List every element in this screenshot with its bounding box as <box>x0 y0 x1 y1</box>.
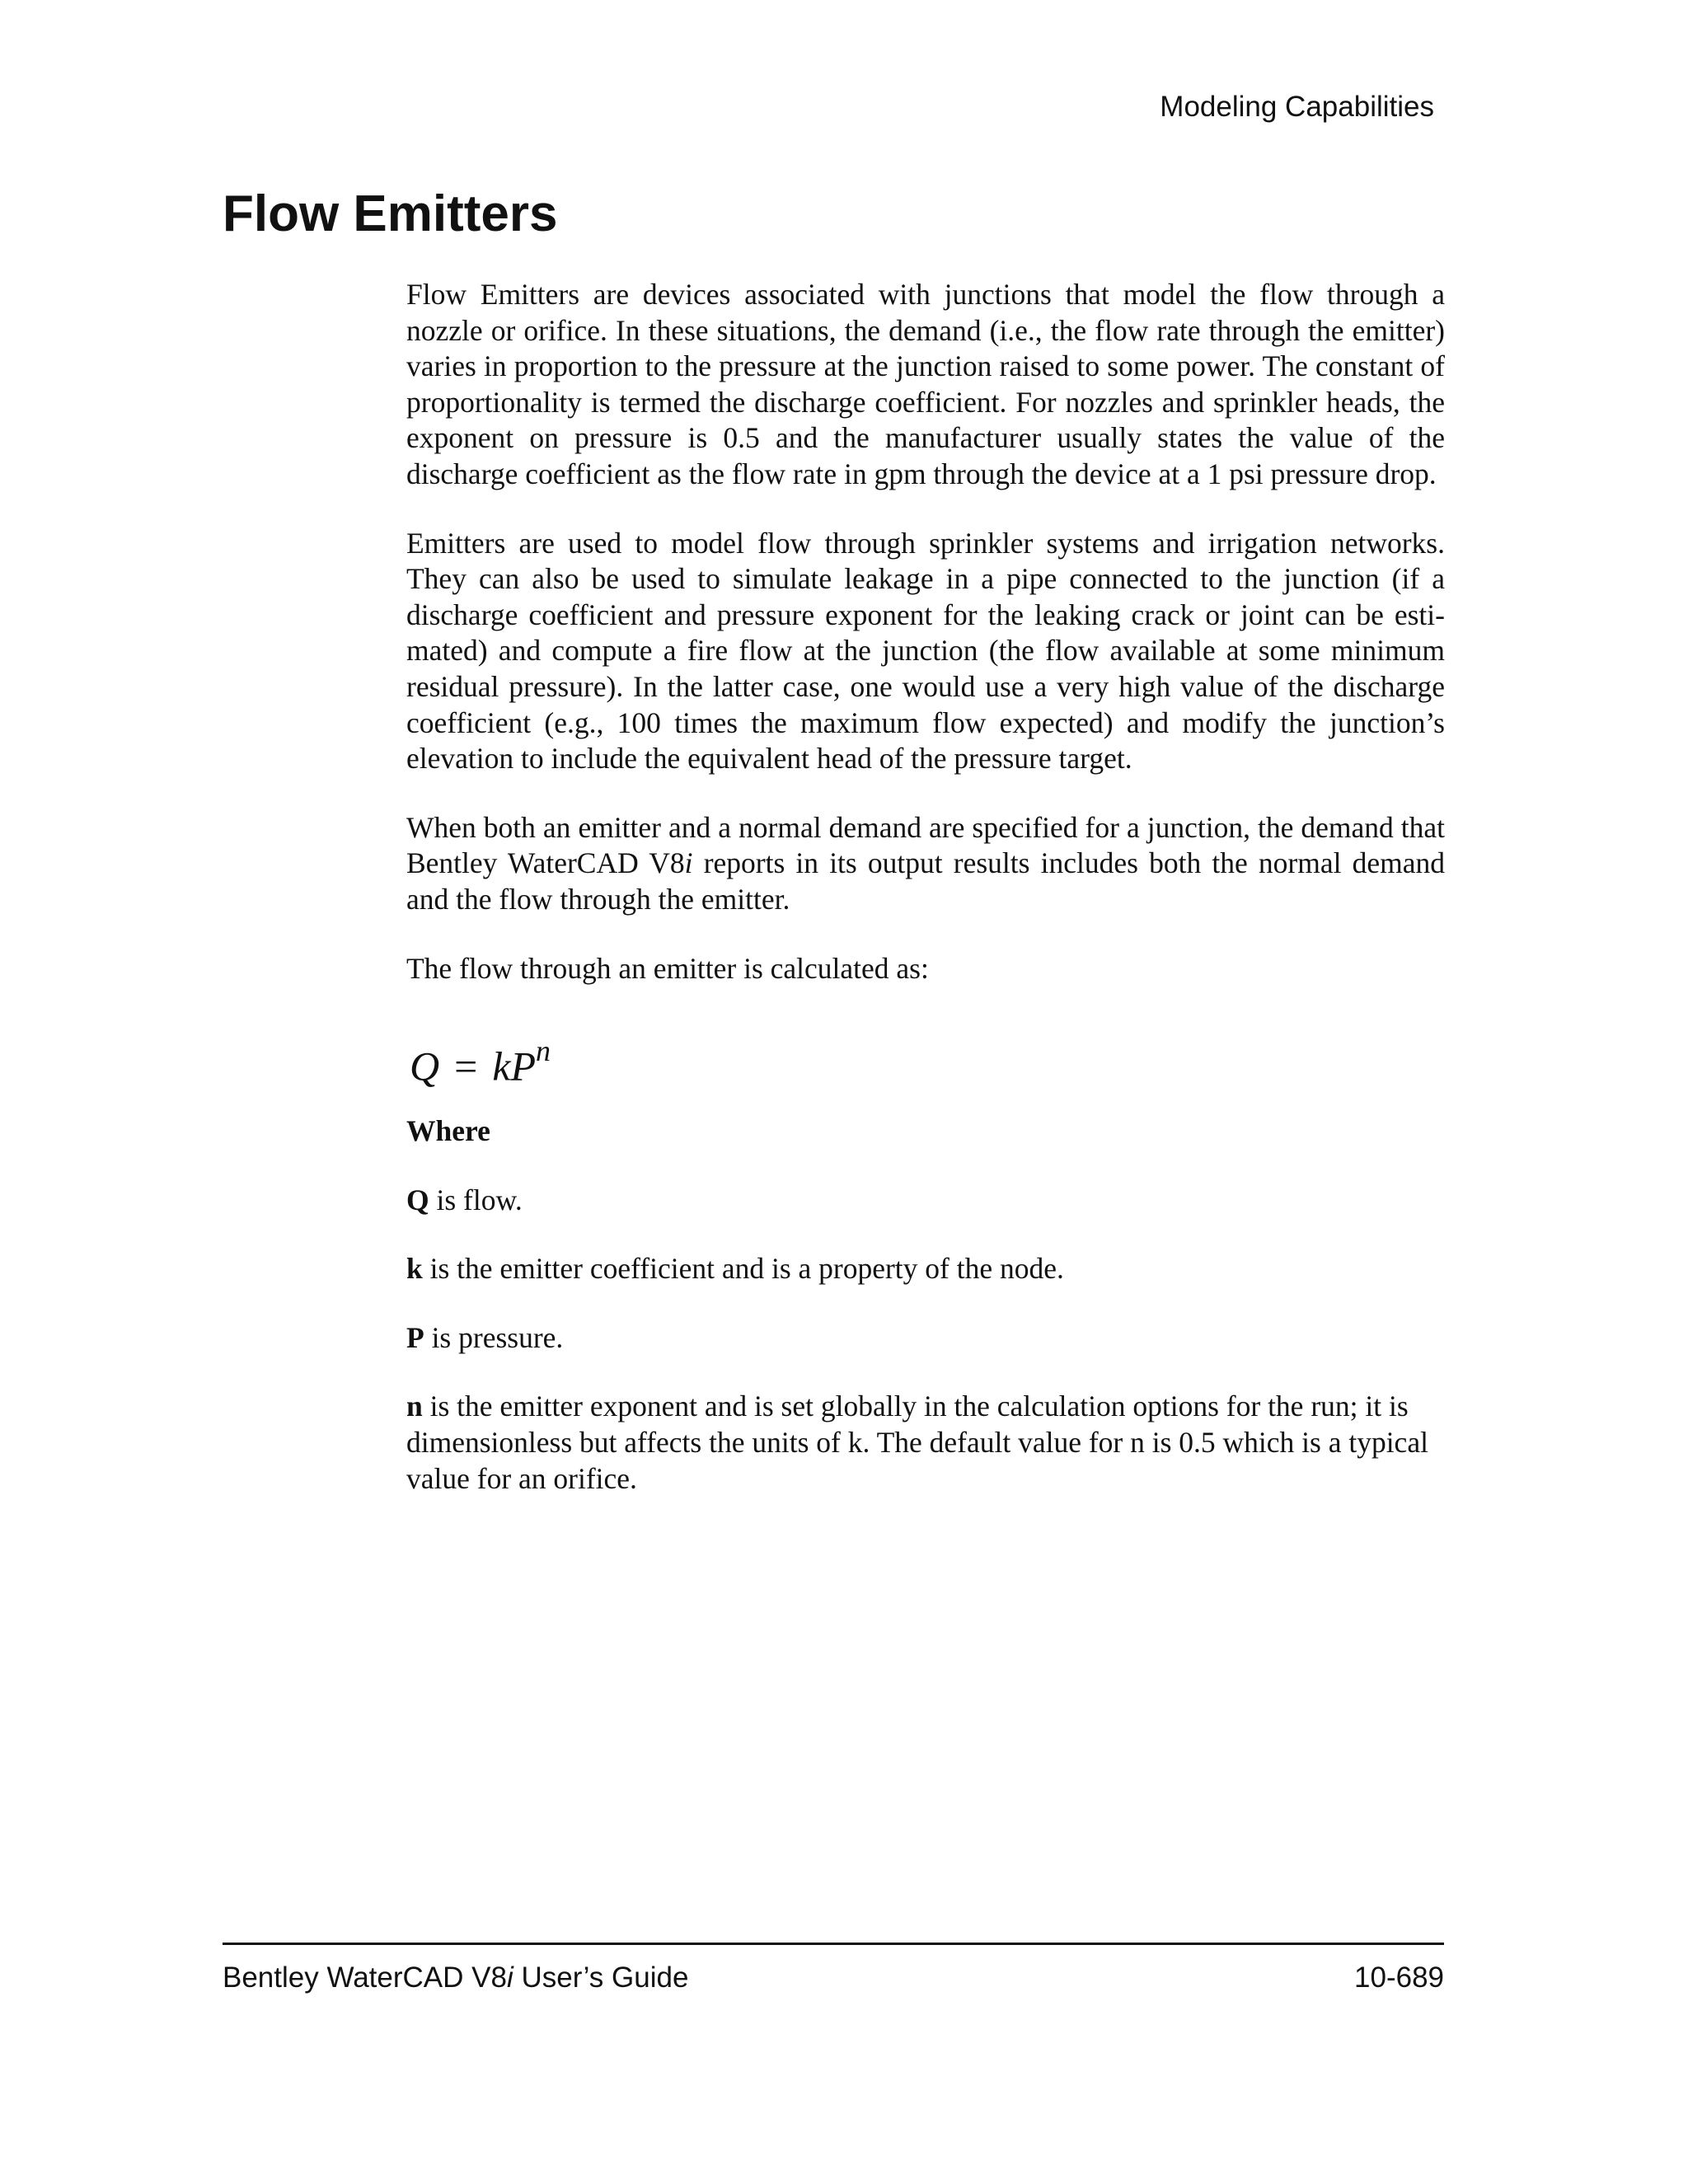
equation-exponent: n <box>536 1034 551 1068</box>
paragraph-emitter-demand-text-end: reports in its output results includes both the normal demand and the flow through the emitter. <box>406 846 1445 916</box>
footer-version-italic: i <box>506 1961 513 1994</box>
flow-equation <box>410 1031 1445 1090</box>
where-label: Where <box>406 1114 490 1148</box>
term-symbol: k <box>406 1252 423 1286</box>
equation-lhs: Q <box>410 1043 440 1090</box>
section-title: Flow Emitters <box>223 185 558 242</box>
definition-q <box>406 1183 1445 1219</box>
term-definition: is pressure. <box>424 1320 564 1354</box>
paragraph-emitter-demand-text: When both an emitter and a normal demand are specified for a junction, the demand that Bentley WaterCAD V8 <box>406 810 1445 880</box>
term-definition: is the emitter exponent and is set globally in the calculation options for the run; it is dimensionless but affects the units of k. The default value for n is 0.5 which is a typical value for an orifice. <box>406 1390 1428 1495</box>
term-definition: is the emitter coefficient and is a property of the node. <box>422 1252 1064 1286</box>
paragraph-calculation-intro: The flow through an emitter is calculated as: <box>406 951 929 985</box>
footer-guide-title-text: Bentley WaterCAD V8 <box>223 1961 507 1994</box>
footer-guide-title-suffix: User’s Guide <box>513 1961 689 1994</box>
term-symbol: Q <box>406 1183 429 1216</box>
paragraph-emitter-uses: Emitters are used to model flow through sprinkler systems and irrigation networks. They can also be used to simulate leakage in a pipe connected to the junction (if a discharge coefficient and pressure exponent for the leaking crack or joint can be estimated) and compute a fire flow at the junction (the flow available at some minimum residual pressure). In the latter case, one would use a very high value of the discharge coefficient (e.g., 100 times the maximum flow expected) and modify the junction’s elevation to include the equivalent head of the pressure target. <box>406 526 1445 776</box>
product-version-italic: i <box>684 846 693 880</box>
running-header: Modeling Capabilities <box>1160 91 1434 123</box>
footer-rule <box>223 1943 1444 1945</box>
term-symbol: P <box>406 1320 424 1354</box>
equation-sign: = <box>454 1043 478 1090</box>
paragraph-emitter-demand <box>406 810 1445 918</box>
page-number: 10-689 <box>1354 1961 1444 1994</box>
body-text <box>406 277 1445 1497</box>
paragraph-emitter-definition: Flow Emitters are devices associated with junctions that model the flow through a nozzle or orifice. In these situations, the demand (i.e., the flow rate through the emitter) varies in proportion to the pressure at the junction raised to some power. The constant of proportionality is termed the discharge coefficient. For nozzles and sprinkler heads, the exponent on pressure is 0.5 and the manufacturer usually states the value of the discharge coefficient as the flow rate in gpm through the device at a 1 psi pressure drop. <box>406 278 1445 490</box>
definition-n <box>406 1389 1445 1497</box>
equation-coefficient: kP <box>492 1043 537 1090</box>
footer-guide-title <box>223 1960 688 1996</box>
term-definition: is flow. <box>429 1183 523 1216</box>
term-symbol: n <box>406 1390 423 1423</box>
definition-p <box>406 1320 1445 1357</box>
definition-k <box>406 1251 1445 1287</box>
